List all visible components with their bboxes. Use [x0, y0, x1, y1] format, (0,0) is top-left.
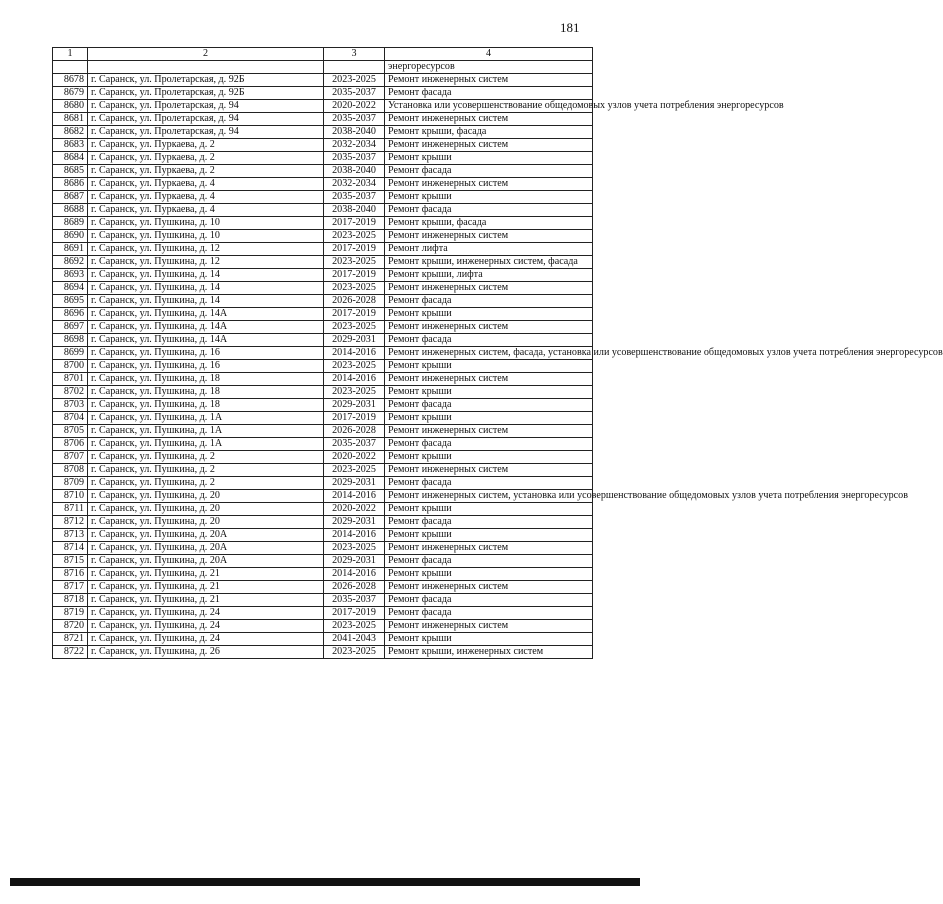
- row-number: 8682: [53, 126, 88, 139]
- table-row: [53, 620, 593, 633]
- row-address: г. Саранск, ул. Пушкина, д. 18: [88, 386, 324, 399]
- row-number: 8702: [53, 386, 88, 399]
- row-period: 2017-2019: [324, 243, 385, 256]
- row-number: 8698: [53, 334, 88, 347]
- table-row: [53, 347, 593, 360]
- column-header-2: 2: [88, 48, 324, 61]
- continuation-row: [53, 61, 593, 74]
- row-work-type: Ремонт инженерных систем: [385, 230, 593, 243]
- table-row: [53, 191, 593, 204]
- row-address: г. Саранск, ул. Пушкина, д. 1А: [88, 425, 324, 438]
- row-number: 8696: [53, 308, 88, 321]
- column-header-3: 3: [324, 48, 385, 61]
- scan-bottom-edge: [10, 878, 640, 886]
- row-period: 2023-2025: [324, 256, 385, 269]
- row-address: г. Саранск, ул. Пролетарская, д. 92Б: [88, 74, 324, 87]
- page-number: 181: [560, 20, 580, 35]
- row-period: 2023-2025: [324, 620, 385, 633]
- row-work-type: Ремонт крыши: [385, 451, 593, 464]
- row-period: 2017-2019: [324, 217, 385, 230]
- row-period: 2029-2031: [324, 555, 385, 568]
- row-period: 2035-2037: [324, 438, 385, 451]
- row-work-type: Ремонт инженерных систем, установка или усовершенствование общедомовых узлов учета потребления энергоресурсов: [385, 490, 593, 503]
- row-address: г. Саранск, ул. Пушкина, д. 12: [88, 256, 324, 269]
- row-work-type: Ремонт инженерных систем: [385, 282, 593, 295]
- table-row: [53, 308, 593, 321]
- row-period: 2014-2016: [324, 490, 385, 503]
- row-period: 2014-2016: [324, 529, 385, 542]
- row-work-type: Ремонт инженерных систем: [385, 321, 593, 334]
- row-work-type: Ремонт фасада: [385, 516, 593, 529]
- row-address: г. Саранск, ул. Пушкина, д. 24: [88, 607, 324, 620]
- row-number: 8692: [53, 256, 88, 269]
- row-address: г. Саранск, ул. Пуркаева, д. 4: [88, 178, 324, 191]
- table-row: [53, 464, 593, 477]
- row-period: 2023-2025: [324, 74, 385, 87]
- row-address: г. Саранск, ул. Пушкина, д. 20: [88, 503, 324, 516]
- table-header-row: [53, 48, 593, 61]
- row-address: г. Саранск, ул. Пушкина, д. 20: [88, 516, 324, 529]
- row-number: 8705: [53, 425, 88, 438]
- row-period: 2041-2043: [324, 633, 385, 646]
- row-number: 8693: [53, 269, 88, 282]
- row-period: 2017-2019: [324, 308, 385, 321]
- table-row: [53, 165, 593, 178]
- row-work-type: Ремонт фасада: [385, 295, 593, 308]
- row-period: [324, 61, 385, 74]
- row-period: 2035-2037: [324, 152, 385, 165]
- row-period: 2032-2034: [324, 178, 385, 191]
- row-period: 2023-2025: [324, 360, 385, 373]
- table-row: [53, 269, 593, 282]
- row-period: 2023-2025: [324, 386, 385, 399]
- row-number: 8699: [53, 347, 88, 360]
- row-period: 2038-2040: [324, 126, 385, 139]
- row-period: 2029-2031: [324, 334, 385, 347]
- row-number: 8679: [53, 87, 88, 100]
- row-address: г. Саранск, ул. Пушкина, д. 21: [88, 581, 324, 594]
- row-address: г. Саранск, ул. Пушкина, д. 24: [88, 620, 324, 633]
- table-row: [53, 126, 593, 139]
- row-address: г. Саранск, ул. Пушкина, д. 20: [88, 490, 324, 503]
- row-period: 2035-2037: [324, 113, 385, 126]
- row-period: 2032-2034: [324, 139, 385, 152]
- table-row: [53, 594, 593, 607]
- row-address: г. Саранск, ул. Пушкина, д. 18: [88, 399, 324, 412]
- row-number: 8700: [53, 360, 88, 373]
- table-row: [53, 425, 593, 438]
- row-number: 8708: [53, 464, 88, 477]
- row-number: 8716: [53, 568, 88, 581]
- row-address: г. Саранск, ул. Пушкина, д. 2: [88, 464, 324, 477]
- row-work-type: энергоресурсов: [385, 61, 593, 74]
- row-work-type: Ремонт крыши: [385, 568, 593, 581]
- row-work-type: Ремонт крыши, фасада: [385, 126, 593, 139]
- row-work-type: Ремонт крыши: [385, 360, 593, 373]
- table-row: [53, 555, 593, 568]
- row-work-type: Ремонт инженерных систем: [385, 178, 593, 191]
- row-period: 2029-2031: [324, 399, 385, 412]
- row-address: г. Саранск, ул. Пушкина, д. 14А: [88, 334, 324, 347]
- row-period: 2014-2016: [324, 373, 385, 386]
- row-work-type: Ремонт фасада: [385, 555, 593, 568]
- row-number: 8718: [53, 594, 88, 607]
- table-row: [53, 568, 593, 581]
- row-work-type: Ремонт крыши, инженерных систем: [385, 646, 593, 659]
- table-row: [53, 633, 593, 646]
- row-number: 8680: [53, 100, 88, 113]
- row-period: 2014-2016: [324, 568, 385, 581]
- row-address: г. Саранск, ул. Пуркаева, д. 2: [88, 139, 324, 152]
- table-row: [53, 516, 593, 529]
- row-period: 2026-2028: [324, 425, 385, 438]
- row-work-type: Установка или усовершенствование общедомовых узлов учета потребления энергоресурсов: [385, 100, 593, 113]
- row-address: г. Саранск, ул. Пушкина, д. 12: [88, 243, 324, 256]
- table-row: [53, 542, 593, 555]
- row-work-type: Ремонт инженерных систем: [385, 74, 593, 87]
- table-row: [53, 373, 593, 386]
- row-period: 2023-2025: [324, 321, 385, 334]
- row-number: 8684: [53, 152, 88, 165]
- table-row: [53, 243, 593, 256]
- row-address: г. Саранск, ул. Пушкина, д. 24: [88, 633, 324, 646]
- row-period: 2038-2040: [324, 204, 385, 217]
- table-row: [53, 412, 593, 425]
- row-work-type: Ремонт фасада: [385, 399, 593, 412]
- row-work-type: Ремонт крыши, инженерных систем, фасада: [385, 256, 593, 269]
- table-row: [53, 438, 593, 451]
- row-work-type: Ремонт фасада: [385, 477, 593, 490]
- row-address: г. Саранск, ул. Пуркаева, д. 4: [88, 191, 324, 204]
- row-period: 2017-2019: [324, 412, 385, 425]
- row-number: 8695: [53, 295, 88, 308]
- row-period: 2038-2040: [324, 165, 385, 178]
- row-work-type: Ремонт крыши: [385, 412, 593, 425]
- row-number: 8710: [53, 490, 88, 503]
- row-work-type: Ремонт крыши: [385, 386, 593, 399]
- row-period: 2023-2025: [324, 646, 385, 659]
- row-number: 8686: [53, 178, 88, 191]
- row-work-type: Ремонт крыши: [385, 191, 593, 204]
- row-address: г. Саранск, ул. Пролетарская, д. 94: [88, 126, 324, 139]
- row-address: г. Саранск, ул. Пушкина, д. 16: [88, 347, 324, 360]
- row-address: г. Саранск, ул. Пушкина, д. 10: [88, 217, 324, 230]
- row-number: 8697: [53, 321, 88, 334]
- row-work-type: Ремонт инженерных систем: [385, 425, 593, 438]
- row-work-type: Ремонт инженерных систем: [385, 373, 593, 386]
- row-period: 2026-2028: [324, 581, 385, 594]
- row-work-type: Ремонт инженерных систем: [385, 620, 593, 633]
- row-period: 2017-2019: [324, 607, 385, 620]
- table-row: [53, 399, 593, 412]
- row-work-type: Ремонт крыши, фасада: [385, 217, 593, 230]
- row-address: г. Саранск, ул. Пролетарская, д. 94: [88, 113, 324, 126]
- table-row: [53, 100, 593, 113]
- row-work-type: Ремонт фасада: [385, 87, 593, 100]
- table-row: [53, 646, 593, 659]
- row-period: 2023-2025: [324, 464, 385, 477]
- row-address: г. Саранск, ул. Пушкина, д. 14: [88, 282, 324, 295]
- table-row: [53, 139, 593, 152]
- table-body: [53, 61, 943, 659]
- row-number: 8722: [53, 646, 88, 659]
- table-row: [53, 113, 593, 126]
- table-row: [53, 490, 593, 503]
- row-period: 2035-2037: [324, 87, 385, 100]
- row-period: 2014-2016: [324, 347, 385, 360]
- table-row: [53, 607, 593, 620]
- row-address: г. Саранск, ул. Пушкина, д. 18: [88, 373, 324, 386]
- row-address: г. Саранск, ул. Пушкина, д. 2: [88, 451, 324, 464]
- row-number: 8720: [53, 620, 88, 633]
- table-row: [53, 282, 593, 295]
- table-row: [53, 230, 593, 243]
- table-row: [53, 295, 593, 308]
- row-address: г. Саранск, ул. Пуркаева, д. 2: [88, 152, 324, 165]
- row-number: 8704: [53, 412, 88, 425]
- row-period: 2020-2022: [324, 451, 385, 464]
- row-address: г. Саранск, ул. Пушкина, д. 1А: [88, 438, 324, 451]
- row-number: 8678: [53, 74, 88, 87]
- row-address: г. Саранск, ул. Пушкина, д. 16: [88, 360, 324, 373]
- row-period: 2023-2025: [324, 542, 385, 555]
- row-address: г. Саранск, ул. Пушкина, д. 21: [88, 594, 324, 607]
- row-work-type: Ремонт крыши: [385, 308, 593, 321]
- row-address: г. Саранск, ул. Пушкина, д. 14: [88, 295, 324, 308]
- table-row: [53, 451, 593, 464]
- row-number: 8714: [53, 542, 88, 555]
- row-number: 8685: [53, 165, 88, 178]
- row-period: 2023-2025: [324, 230, 385, 243]
- row-period: 2035-2037: [324, 594, 385, 607]
- row-address: г. Саранск, ул. Пушкина, д. 2: [88, 477, 324, 490]
- row-number: 8681: [53, 113, 88, 126]
- row-number: 8694: [53, 282, 88, 295]
- row-address: [88, 61, 324, 74]
- column-header-1: 1: [53, 48, 88, 61]
- row-period: 2023-2025: [324, 282, 385, 295]
- row-number: 8713: [53, 529, 88, 542]
- row-number: 8703: [53, 399, 88, 412]
- row-work-type: Ремонт фасада: [385, 204, 593, 217]
- row-number: [53, 61, 88, 74]
- row-address: г. Саранск, ул. Пушкина, д. 20А: [88, 555, 324, 568]
- row-address: г. Саранск, ул. Пуркаева, д. 4: [88, 204, 324, 217]
- row-period: 2029-2031: [324, 477, 385, 490]
- row-number: 8683: [53, 139, 88, 152]
- row-period: 2035-2037: [324, 191, 385, 204]
- row-period: 2020-2022: [324, 100, 385, 113]
- row-work-type: Ремонт крыши: [385, 529, 593, 542]
- row-address: г. Саранск, ул. Пушкина, д. 10: [88, 230, 324, 243]
- table-row: [53, 74, 593, 87]
- column-header-4: 4: [385, 48, 593, 61]
- row-work-type: Ремонт инженерных систем, фасада, установка или усовершенствование общедомовых узлов учета потребления энергоресурсов: [385, 347, 593, 360]
- row-period: 2017-2019: [324, 269, 385, 282]
- row-work-type: Ремонт фасада: [385, 165, 593, 178]
- table-row: [53, 477, 593, 490]
- row-number: 8719: [53, 607, 88, 620]
- row-period: 2020-2022: [324, 503, 385, 516]
- row-address: г. Саранск, ул. Пушкина, д. 26: [88, 646, 324, 659]
- row-number: 8721: [53, 633, 88, 646]
- row-address: г. Саранск, ул. Пушкина, д. 14А: [88, 321, 324, 334]
- row-address: г. Саранск, ул. Пушкина, д. 21: [88, 568, 324, 581]
- row-work-type: Ремонт фасада: [385, 594, 593, 607]
- row-number: 8711: [53, 503, 88, 516]
- row-work-type: Ремонт инженерных систем: [385, 113, 593, 126]
- row-address: г. Саранск, ул. Пушкина, д. 20А: [88, 542, 324, 555]
- row-number: 8717: [53, 581, 88, 594]
- table-row: [53, 581, 593, 594]
- row-work-type: Ремонт инженерных систем: [385, 542, 593, 555]
- table-row: [53, 321, 593, 334]
- row-number: 8706: [53, 438, 88, 451]
- table-row: [53, 217, 593, 230]
- table-row: [53, 204, 593, 217]
- row-number: 8715: [53, 555, 88, 568]
- table-row: [53, 334, 593, 347]
- repair-schedule-table: [52, 47, 943, 659]
- row-period: 2029-2031: [324, 516, 385, 529]
- row-period: 2026-2028: [324, 295, 385, 308]
- row-work-type: Ремонт фасада: [385, 438, 593, 451]
- row-address: г. Саранск, ул. Пуркаева, д. 2: [88, 165, 324, 178]
- row-address: г. Саранск, ул. Пушкина, д. 14: [88, 269, 324, 282]
- row-work-type: Ремонт крыши: [385, 503, 593, 516]
- table-row: [53, 87, 593, 100]
- table-row: [53, 503, 593, 516]
- row-work-type: Ремонт крыши: [385, 152, 593, 165]
- row-address: г. Саранск, ул. Пролетарская, д. 92Б: [88, 87, 324, 100]
- row-address: г. Саранск, ул. Пролетарская, д. 94: [88, 100, 324, 113]
- table-row: [53, 256, 593, 269]
- row-number: 8707: [53, 451, 88, 464]
- row-work-type: Ремонт инженерных систем: [385, 139, 593, 152]
- row-number: 8687: [53, 191, 88, 204]
- row-number: 8701: [53, 373, 88, 386]
- row-address: г. Саранск, ул. Пушкина, д. 1А: [88, 412, 324, 425]
- row-number: 8690: [53, 230, 88, 243]
- table-row: [53, 386, 593, 399]
- row-work-type: Ремонт фасада: [385, 334, 593, 347]
- table-row: [53, 152, 593, 165]
- row-address: г. Саранск, ул. Пушкина, д. 14А: [88, 308, 324, 321]
- row-address: г. Саранск, ул. Пушкина, д. 20А: [88, 529, 324, 542]
- row-number: 8712: [53, 516, 88, 529]
- table-row: [53, 360, 593, 373]
- row-number: 8689: [53, 217, 88, 230]
- row-number: 8691: [53, 243, 88, 256]
- row-work-type: Ремонт крыши: [385, 633, 593, 646]
- row-work-type: Ремонт фасада: [385, 607, 593, 620]
- row-work-type: Ремонт инженерных систем: [385, 581, 593, 594]
- row-number: 8709: [53, 477, 88, 490]
- row-work-type: Ремонт лифта: [385, 243, 593, 256]
- table-row: [53, 529, 593, 542]
- table-row: [53, 178, 593, 191]
- row-work-type: Ремонт инженерных систем: [385, 464, 593, 477]
- row-work-type: Ремонт крыши, лифта: [385, 269, 593, 282]
- row-number: 8688: [53, 204, 88, 217]
